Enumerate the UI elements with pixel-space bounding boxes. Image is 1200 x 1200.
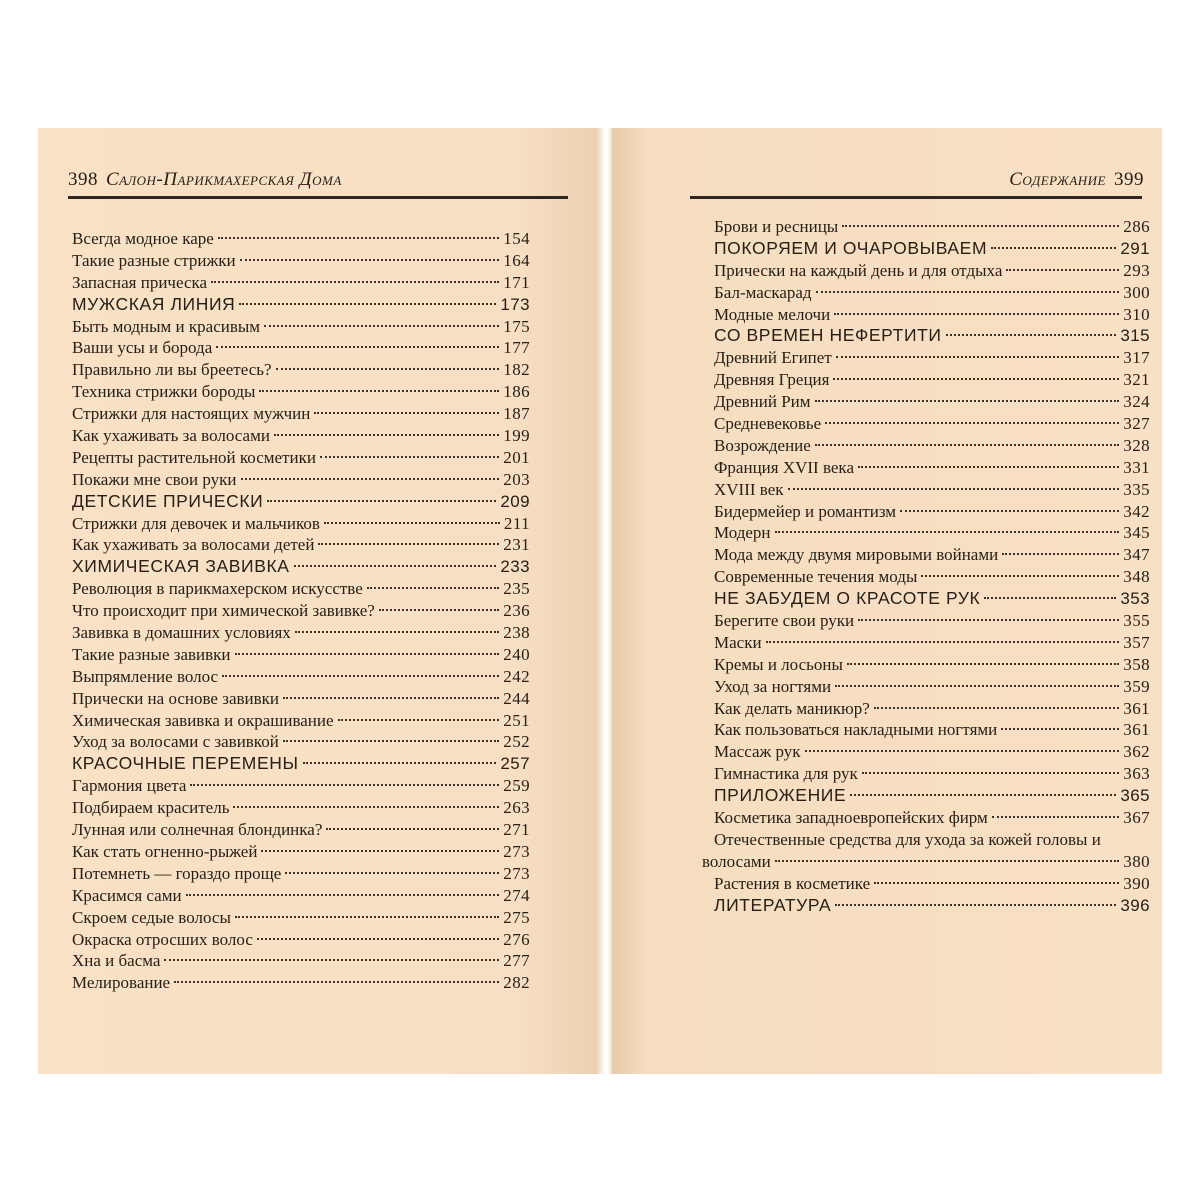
toc-dot-leader bbox=[1002, 553, 1119, 555]
toc-entry bbox=[702, 829, 1150, 873]
toc-entry-title: Как пользоваться накладными ногтями bbox=[714, 720, 998, 740]
toc-section-heading bbox=[714, 895, 1150, 917]
toc-page-number: 252 bbox=[503, 732, 530, 752]
toc-entry bbox=[72, 381, 530, 403]
toc-entry bbox=[714, 698, 1150, 720]
toc-dot-leader bbox=[984, 597, 1116, 599]
toc-page-number: 353 bbox=[1120, 589, 1150, 609]
toc-entry bbox=[714, 610, 1150, 632]
toc-dot-leader bbox=[379, 609, 499, 611]
toc-entry-title: Как стать огненно-рыжей bbox=[72, 841, 258, 861]
toc-entry bbox=[72, 316, 530, 338]
toc-page-number: 348 bbox=[1123, 567, 1150, 587]
toc-entry bbox=[714, 391, 1150, 413]
toc-entry-title: Уход за волосами с завивкой bbox=[72, 732, 279, 752]
toc-entry-title: Брови и ресницы bbox=[714, 217, 839, 236]
toc-entry bbox=[714, 654, 1150, 676]
toc-entry-title: Всегда модное каре bbox=[72, 229, 214, 248]
toc-entry-title: Гармония цвета bbox=[72, 776, 187, 796]
toc-dot-leader bbox=[283, 740, 499, 742]
toc-page-number: 251 bbox=[503, 710, 530, 730]
toc-page-number: 271 bbox=[503, 820, 530, 840]
toc-section-title: МУЖСКАЯ ЛИНИЯ bbox=[72, 293, 236, 314]
toc-page-number: 171 bbox=[503, 272, 530, 292]
right-page-number: 399 bbox=[1114, 169, 1144, 190]
toc-entry-title: Возрождение bbox=[714, 435, 811, 455]
toc-page-number: 244 bbox=[503, 688, 530, 708]
toc-dot-leader bbox=[815, 400, 1120, 402]
right-toc-list bbox=[702, 216, 1150, 917]
toc-entry bbox=[714, 435, 1150, 457]
toc-page-number: 175 bbox=[503, 316, 530, 336]
right-running-title: Содержание bbox=[1009, 169, 1106, 190]
toc-dot-leader bbox=[858, 619, 1119, 621]
toc-page-number: 240 bbox=[503, 644, 530, 664]
toc-dot-leader bbox=[833, 378, 1119, 380]
toc-dot-leader bbox=[766, 641, 1120, 643]
toc-dot-leader bbox=[847, 663, 1119, 665]
toc-dot-leader bbox=[815, 444, 1119, 446]
toc-entry-title: Что происходит при химической завивке? bbox=[72, 601, 375, 621]
toc-page-number: 211 bbox=[503, 513, 530, 533]
toc-entry bbox=[714, 347, 1150, 369]
toc-entry-title: Такие разные стрижки bbox=[72, 250, 236, 270]
toc-page-number: 275 bbox=[503, 907, 530, 927]
toc-entry bbox=[72, 819, 530, 841]
toc-section-title: ПОКОРЯЕМ И ОЧАРОВЫВАЕМ bbox=[714, 237, 988, 258]
toc-dot-leader bbox=[788, 488, 1120, 490]
toc-dot-leader bbox=[239, 303, 496, 305]
toc-page-number: 315 bbox=[1120, 326, 1150, 346]
toc-dot-leader bbox=[274, 434, 499, 436]
toc-entry bbox=[714, 260, 1150, 282]
toc-page-number: 361 bbox=[1123, 698, 1150, 718]
toc-entry-title: Маски bbox=[714, 632, 762, 652]
toc-dot-leader bbox=[874, 707, 1120, 709]
toc-entry bbox=[72, 403, 530, 425]
right-page bbox=[612, 128, 1162, 1074]
left-running-head bbox=[68, 166, 572, 194]
toc-entry bbox=[714, 566, 1150, 588]
toc-entry bbox=[72, 359, 530, 381]
toc-entry-title: Древний Рим bbox=[714, 392, 811, 412]
toc-dot-leader bbox=[222, 675, 499, 677]
toc-entry bbox=[714, 522, 1150, 544]
toc-entry-title: Стрижки для девочек и мальчиков bbox=[72, 513, 320, 533]
toc-section-heading bbox=[72, 556, 530, 578]
toc-entry bbox=[714, 501, 1150, 523]
toc-dot-leader bbox=[834, 313, 1119, 315]
toc-page-number: 367 bbox=[1123, 808, 1150, 828]
right-running-head bbox=[642, 166, 1144, 194]
toc-page-number: 238 bbox=[503, 623, 530, 643]
toc-dot-leader bbox=[190, 784, 499, 786]
toc-entry-title: Растения в косметике bbox=[714, 873, 871, 893]
toc-entry-title: Красимся сами bbox=[72, 885, 182, 905]
toc-dot-leader bbox=[775, 531, 1120, 533]
toc-entry bbox=[72, 950, 530, 972]
toc-dot-leader bbox=[367, 587, 500, 589]
toc-page-number: 358 bbox=[1123, 654, 1150, 674]
toc-dot-leader bbox=[320, 456, 499, 458]
toc-section-heading bbox=[714, 238, 1150, 260]
toc-section-heading bbox=[714, 325, 1150, 347]
toc-entry-title: Древний Египет bbox=[714, 348, 832, 368]
toc-page-number: 357 bbox=[1123, 632, 1150, 652]
toc-section-title: КРАСОЧНЫЕ ПЕРЕМЕНЫ bbox=[72, 753, 299, 774]
toc-entry bbox=[714, 304, 1150, 326]
toc-dot-leader bbox=[850, 794, 1116, 796]
toc-entry-title: Мелирование bbox=[72, 973, 171, 993]
toc-dot-leader bbox=[240, 259, 500, 261]
toc-page-number: 154 bbox=[503, 229, 530, 248]
toc-page-number: 327 bbox=[1123, 414, 1150, 434]
toc-page-number: 242 bbox=[503, 666, 530, 686]
toc-entry-title: Техника стрижки бороды bbox=[72, 382, 256, 402]
toc-dot-leader bbox=[946, 334, 1117, 336]
toc-dot-leader bbox=[338, 719, 500, 721]
toc-dot-leader bbox=[318, 543, 499, 545]
toc-entry-title: Рецепты растительной косметики bbox=[72, 447, 316, 467]
toc-page-number: 355 bbox=[1123, 611, 1150, 631]
toc-page-number: 359 bbox=[1123, 676, 1150, 696]
toc-page-number: 310 bbox=[1123, 304, 1150, 324]
toc-dot-leader bbox=[314, 412, 499, 414]
toc-entry-title-cont: волосами bbox=[702, 851, 771, 871]
toc-dot-leader bbox=[816, 291, 1120, 293]
toc-page-number: 201 bbox=[503, 447, 530, 467]
toc-dot-leader bbox=[235, 916, 499, 918]
toc-dot-leader bbox=[835, 685, 1119, 687]
toc-entry bbox=[72, 469, 530, 491]
right-header-rule bbox=[690, 196, 1142, 199]
toc-page-number: 177 bbox=[503, 338, 530, 358]
toc-entry-title: Правильно ли вы бреетесь? bbox=[72, 360, 272, 380]
toc-dot-leader bbox=[283, 697, 499, 699]
toc-entry-title: Ваши усы и борода bbox=[72, 338, 213, 358]
toc-entry-title: Покажи мне свои руки bbox=[72, 469, 237, 489]
toc-page-number: 164 bbox=[503, 250, 530, 270]
toc-section-heading bbox=[714, 588, 1150, 610]
toc-page-number: 365 bbox=[1120, 786, 1150, 806]
toc-entry bbox=[714, 413, 1150, 435]
toc-entry bbox=[714, 216, 1150, 238]
toc-page-number: 396 bbox=[1120, 895, 1150, 915]
toc-page-number: 390 bbox=[1123, 873, 1150, 893]
toc-dot-leader bbox=[825, 422, 1119, 424]
toc-entry-title: Быть модным и красивым bbox=[72, 316, 261, 336]
toc-entry bbox=[72, 688, 530, 710]
toc-section-heading bbox=[72, 294, 530, 316]
toc-entry-title: Скроем седые волосы bbox=[72, 907, 231, 927]
toc-entry bbox=[714, 544, 1150, 566]
toc-page-number: 321 bbox=[1123, 370, 1150, 390]
toc-page-number: 317 bbox=[1123, 348, 1150, 368]
toc-entry bbox=[714, 457, 1150, 479]
toc-dot-leader bbox=[858, 466, 1119, 468]
toc-dot-leader bbox=[921, 575, 1119, 577]
toc-dot-leader bbox=[805, 750, 1120, 752]
toc-page-number: 273 bbox=[503, 841, 530, 861]
toc-page-number: 380 bbox=[1123, 851, 1150, 871]
toc-section-title: ЛИТЕРАТУРА bbox=[714, 894, 832, 915]
toc-entry-title: Прически на каждый день и для отдыха bbox=[714, 260, 1003, 280]
toc-entry bbox=[72, 578, 530, 600]
toc-entry bbox=[72, 622, 530, 644]
toc-page-number: 209 bbox=[500, 491, 530, 511]
toc-section-title: СО ВРЕМЕН НЕФЕРТИТИ bbox=[714, 325, 942, 346]
toc-page-number: 277 bbox=[503, 951, 530, 971]
toc-entry-title: Окраска отросших волос bbox=[72, 929, 253, 949]
toc-entry bbox=[714, 719, 1150, 741]
toc-section-heading bbox=[72, 491, 530, 513]
toc-page-number: 293 bbox=[1123, 260, 1150, 280]
toc-entry bbox=[72, 972, 530, 994]
toc-page-number: 182 bbox=[503, 360, 530, 380]
toc-page-number: 331 bbox=[1123, 457, 1150, 477]
toc-page-number: 203 bbox=[503, 469, 530, 489]
toc-entry bbox=[72, 841, 530, 863]
toc-dot-leader bbox=[257, 938, 499, 940]
toc-dot-leader bbox=[285, 872, 499, 874]
toc-entry-title: Такие разные завивки bbox=[72, 644, 231, 664]
toc-entry bbox=[72, 447, 530, 469]
toc-entry-title: Хна и басма bbox=[72, 951, 161, 971]
toc-entry-title: Стрижки для настоящих мужчин bbox=[72, 404, 311, 424]
toc-entry bbox=[72, 731, 530, 753]
toc-entry-title: Бал-маскарад bbox=[714, 282, 812, 302]
toc-section-title: НЕ ЗАБУДЕМ О КРАСОТЕ РУК bbox=[714, 588, 981, 609]
toc-entry bbox=[714, 807, 1150, 829]
toc-dot-leader bbox=[835, 904, 1116, 906]
toc-entry bbox=[72, 272, 530, 294]
toc-dot-leader bbox=[1006, 269, 1119, 271]
toc-page-number: 233 bbox=[500, 557, 530, 577]
toc-page-number: 187 bbox=[503, 404, 530, 424]
toc-page-number: 173 bbox=[500, 294, 530, 314]
toc-entry bbox=[72, 907, 530, 929]
toc-entry bbox=[72, 863, 530, 885]
toc-entry-title: Современные течения моды bbox=[714, 567, 918, 587]
toc-section-heading bbox=[714, 785, 1150, 807]
toc-dot-leader bbox=[276, 368, 500, 370]
toc-entry-title: Средневековье bbox=[714, 414, 822, 434]
toc-entry-title: XVIII век bbox=[714, 479, 784, 499]
toc-section-title: ДЕТСКИЕ ПРИЧЕСКИ bbox=[72, 490, 264, 511]
toc-entry bbox=[714, 479, 1150, 501]
toc-dot-leader bbox=[991, 247, 1116, 249]
book-spread bbox=[38, 128, 1162, 1074]
toc-page-number: 186 bbox=[503, 382, 530, 402]
toc-entry bbox=[714, 873, 1150, 895]
toc-entry-title: Франция XVII века bbox=[714, 457, 854, 477]
toc-section-heading bbox=[72, 753, 530, 775]
toc-dot-leader bbox=[862, 772, 1120, 774]
toc-dot-leader bbox=[775, 860, 1120, 862]
toc-page-number: 236 bbox=[503, 601, 530, 621]
toc-dot-leader bbox=[900, 510, 1119, 512]
toc-entry-title: Потемнеть — гораздо проще bbox=[72, 863, 282, 883]
toc-entry bbox=[714, 741, 1150, 763]
toc-entry bbox=[714, 632, 1150, 654]
toc-dot-leader bbox=[218, 237, 499, 239]
toc-dot-leader bbox=[261, 850, 499, 852]
toc-entry bbox=[714, 369, 1150, 391]
left-header-rule bbox=[68, 196, 568, 199]
toc-page-number: 273 bbox=[503, 863, 530, 883]
toc-entry bbox=[72, 710, 530, 732]
toc-entry-title: Химическая завивка и окрашивание bbox=[72, 710, 334, 730]
toc-entry bbox=[72, 666, 530, 688]
toc-entry bbox=[72, 337, 530, 359]
toc-dot-leader bbox=[836, 356, 1120, 358]
toc-page-number: 286 bbox=[1123, 217, 1150, 236]
toc-entry bbox=[72, 797, 530, 819]
toc-page-number: 199 bbox=[503, 426, 530, 446]
toc-entry-title: Как ухаживать за волосами bbox=[72, 426, 270, 446]
toc-entry-title: Бидермейер и романтизм bbox=[714, 501, 897, 521]
toc-dot-leader bbox=[326, 828, 499, 830]
toc-page-number: 263 bbox=[503, 798, 530, 818]
toc-dot-leader bbox=[294, 565, 497, 567]
toc-page-number: 324 bbox=[1123, 392, 1150, 412]
toc-page-number: 300 bbox=[1123, 282, 1150, 302]
toc-entry-title: Завивка в домашних условиях bbox=[72, 623, 291, 643]
toc-entry-title: Косметика западноевропейских фирм bbox=[714, 808, 988, 828]
toc-entry-title: Лунная или солнечная блондинка? bbox=[72, 820, 323, 840]
toc-entry-title: Прически на основе завивки bbox=[72, 688, 279, 708]
toc-dot-leader bbox=[295, 631, 499, 633]
toc-dot-leader bbox=[842, 225, 1119, 227]
toc-dot-leader bbox=[267, 500, 496, 502]
toc-page-number: 235 bbox=[503, 579, 530, 599]
toc-page-number: 361 bbox=[1123, 720, 1150, 740]
toc-entry-title: Берегите свои руки bbox=[714, 611, 855, 631]
toc-entry bbox=[72, 775, 530, 797]
toc-page-number: 274 bbox=[503, 885, 530, 905]
toc-dot-leader bbox=[174, 981, 499, 983]
toc-entry-title: Кремы и лосьоны bbox=[714, 654, 843, 674]
toc-entry bbox=[72, 885, 530, 907]
toc-page-number: 276 bbox=[503, 929, 530, 949]
toc-dot-leader bbox=[264, 325, 499, 327]
toc-entry-title: Подбираем краситель bbox=[72, 798, 230, 818]
left-page-number: 398 bbox=[68, 169, 98, 190]
toc-entry-line2 bbox=[702, 851, 1150, 873]
toc-entry bbox=[72, 513, 530, 535]
toc-entry-title: Модерн bbox=[714, 523, 771, 543]
toc-dot-leader bbox=[303, 762, 497, 764]
toc-page-number: 342 bbox=[1123, 501, 1150, 521]
toc-entry bbox=[72, 929, 530, 951]
toc-dot-leader bbox=[992, 816, 1119, 818]
left-toc-list bbox=[72, 228, 530, 994]
toc-entry-title: Как ухаживать за волосами детей bbox=[72, 535, 315, 555]
toc-entry-title: Отечественные средства для ухода за кожей головы и bbox=[714, 829, 1101, 849]
toc-entry-title: Уход за ногтями bbox=[714, 676, 832, 696]
toc-dot-leader bbox=[1001, 728, 1119, 730]
toc-entry-title: Как делать маникюр? bbox=[714, 698, 870, 718]
toc-section-title: ПРИЛОЖЕНИЕ bbox=[714, 785, 847, 806]
toc-entry bbox=[72, 228, 530, 250]
toc-page-number: 347 bbox=[1123, 545, 1150, 565]
toc-entry bbox=[72, 250, 530, 272]
toc-page-number: 231 bbox=[503, 535, 530, 555]
toc-dot-leader bbox=[259, 390, 499, 392]
left-running-title: Салон-Парикмахерская Дома bbox=[106, 169, 342, 190]
toc-dot-leader bbox=[186, 894, 500, 896]
toc-page-number: 282 bbox=[503, 973, 530, 993]
toc-page-number: 291 bbox=[1120, 238, 1150, 258]
toc-entry bbox=[714, 763, 1150, 785]
toc-entry-title: Мода между двумя мировыми войнами bbox=[714, 545, 999, 565]
toc-entry bbox=[72, 600, 530, 622]
toc-entry-title: Гимнастика для рук bbox=[714, 764, 858, 784]
toc-page-number: 345 bbox=[1123, 523, 1150, 543]
toc-page-number: 259 bbox=[503, 776, 530, 796]
toc-dot-leader bbox=[211, 281, 499, 283]
toc-section-title: ХИМИЧЕСКАЯ ЗАВИВКА bbox=[72, 556, 290, 577]
toc-entry-title: Запасная прическа bbox=[72, 272, 208, 292]
toc-entry-title: Выпрямление волос bbox=[72, 666, 219, 686]
toc-entry bbox=[72, 425, 530, 447]
toc-page-number: 362 bbox=[1123, 742, 1150, 762]
toc-dot-leader bbox=[874, 882, 1119, 884]
left-page bbox=[38, 128, 602, 1074]
toc-dot-leader bbox=[233, 806, 499, 808]
toc-entry-title: Модные мелочи bbox=[714, 304, 831, 324]
toc-entry bbox=[714, 282, 1150, 304]
toc-dot-leader bbox=[235, 653, 500, 655]
toc-page-number: 328 bbox=[1123, 435, 1150, 455]
toc-page-number: 335 bbox=[1123, 479, 1150, 499]
toc-entry bbox=[72, 534, 530, 556]
toc-entry bbox=[714, 676, 1150, 698]
toc-entry-title: Древняя Греция bbox=[714, 370, 830, 390]
toc-dot-leader bbox=[241, 478, 500, 480]
toc-entry-title: Массаж рук bbox=[714, 742, 801, 762]
toc-dot-leader bbox=[324, 522, 500, 524]
toc-dot-leader bbox=[164, 959, 499, 961]
toc-page-number: 363 bbox=[1123, 764, 1150, 784]
toc-page-number: 257 bbox=[500, 754, 530, 774]
toc-dot-leader bbox=[216, 346, 499, 348]
toc-entry bbox=[72, 644, 530, 666]
toc-entry-title: Революция в парикмахерском искусстве bbox=[72, 579, 363, 599]
